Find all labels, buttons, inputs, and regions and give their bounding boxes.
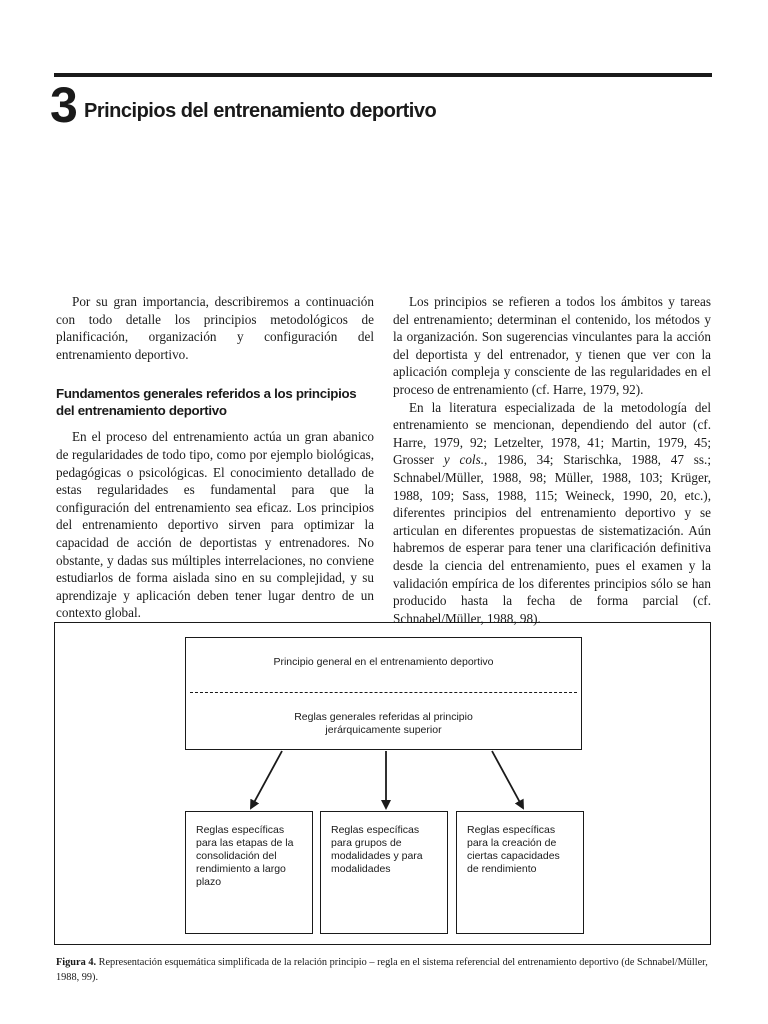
caption-label: Figura 4. [56,957,97,968]
text-run: , 1986, 34; Starischka, 1988, 47 ss.; Schnabel/Müller, 1988, 98; Müller, 1988, 103; Krüger, 1988, 109; Sass, 1988, 115; Weineck, 1990, 20, etc.), diferentes principios del entrenamiento deportivo y se articulan en diferentes propuestas de sistematización. Aún habremos de esperar para tener una clarificación definitiva desde la ciencia del entrenamiento, pues el examen y la validación empírica de los diferentes principios sólo se han producido hasta la fecha de forma parcial (cf. Schnabel/Müller, 1988, 98). [393,452,711,626]
box-line: Reglas específicas [196,824,285,836]
box-line: consolidación del [196,850,277,862]
section-heading: Fundamentos generales referidos a los principios del entrenamiento deportivo [56,386,357,419]
chapter-title: Principios del entrenamiento deportivo [84,100,437,122]
general-principle-label: Principio general en el entrenamiento deportivo [273,656,494,668]
chapter-number: 3 [50,77,77,133]
body-paragraph: En el proceso del entrenamiento actúa un gran abanico de regularidades de todo tipo, como por ejemplo biológicas, pedagógicas o psicológicas. El conocimiento detallado de estas regularidades es fundamental para que la configuración del entrenamiento sea eficaz. Los principios del entrenamiento deportivo sirven para optimizar la capacidad de acción de deportistas y entrenadores. No obstante, y dadas sus múltiples interrelaciones, no conviene estudiarlos de forma aislada sino en su complejidad, y su aprendizaje y aplicación deben tener lugar dentro de un contexto global. [56,429,374,621]
right-column [393,293,711,627]
body-paragraph: Los principios se refieren a todos los ámbitos y tareas del entrenamiento; determinan el contenido, los métodos y la organización. Son sugerencias vinculantes para la acción del deportista y del entrenador, y tienen que ver con la aplicación compleja y consciente de las regularidades en el proceso de entrenamiento (cf. Harre, 1979, 92). [393,294,711,397]
box-line: plazo [196,876,222,888]
italic-text: y cols. [443,452,485,468]
body-paragraph-literature [393,399,711,628]
box-line: Reglas específicas [331,824,420,836]
general-rules-line: jerárquicamente superior [325,724,442,736]
general-rules-line: Reglas generales referidas al principio [294,711,473,723]
box-line: de rendimiento [467,863,537,875]
general-rules-label [186,711,581,737]
general-principle-box [185,637,582,750]
intro-paragraph: Por su gran importancia, describiremos a continuación con todo detalle los principios metodológicos de planificación, organización y configuración del entrenamiento deportivo. [56,294,374,362]
box-line: para la creación de [467,837,557,849]
box-line: rendimiento a largo [196,863,286,875]
dashed-divider [190,692,577,693]
box-line: Reglas específicas [467,824,556,836]
box-line: modalidades [331,863,391,875]
box-line: para grupos de [331,837,402,849]
arrow-left [251,751,282,808]
caption-text: Representación esquemática simplificada de la relación principio – regla en el sistema referencial del entrenamiento deportivo (de Schnabel/Müller, 1988, 99). [56,957,708,983]
specific-rules-box-capacities [456,811,584,934]
text-run: En la literatura especializada de la metodología del entrenamiento se mencionan, dependiendo del autor (cf. Harre, 1979, 92; Letzelter, 1978, 41; Martin, 1979, 45; Grosser [393,399,711,468]
box-line: para las etapas de la [196,837,294,849]
specific-rules-box-stages [185,811,313,934]
arrow-right [492,751,523,808]
specific-rules-box-modalities [320,811,448,934]
box-line: ciertas capacidades [467,850,560,862]
chapter-rule [54,73,712,77]
figure-4 [54,622,711,945]
box-line: modalidades y para [331,850,423,862]
left-column [56,293,374,622]
figure-caption [56,956,714,985]
